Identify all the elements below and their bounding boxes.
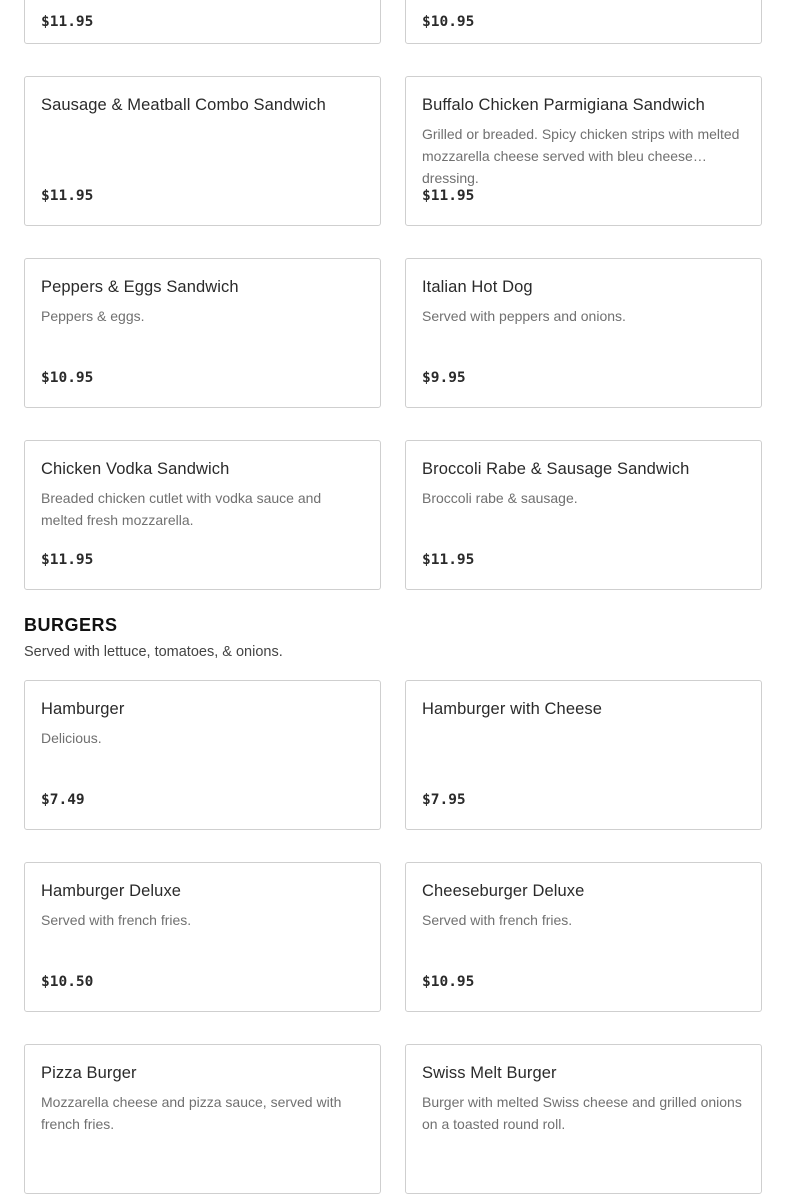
item-name: Cheeseburger Deluxe: [422, 882, 585, 900]
item-name: Sausage & Meatball Combo Sandwich: [41, 96, 326, 114]
menu-item-card[interactable]: [24, 76, 381, 226]
item-name: Pizza Burger: [41, 1064, 137, 1082]
section-title: BURGERS: [24, 615, 118, 635]
item-price: $10.95: [422, 974, 475, 990]
item-description: Served with french fries.: [41, 912, 192, 928]
menu-item-card[interactable]: [24, 258, 381, 408]
item-price: $11.95: [422, 188, 475, 204]
item-description: Served with french fries.: [422, 912, 573, 928]
menu-item-card[interactable]: [24, 862, 381, 1012]
item-price: $9.95: [422, 370, 466, 386]
item-description: Mozzarella cheese and pizza sauce, served with french fries.: [41, 1094, 342, 1132]
item-price: $11.95: [422, 552, 475, 568]
menu-item-card[interactable]: [24, 440, 381, 590]
item-description: Peppers & eggs.: [41, 308, 145, 324]
item-name: Chicken Vodka Sandwich: [41, 460, 230, 478]
menu-item-card[interactable]: [405, 680, 762, 830]
menu-item-card[interactable]: [405, 1044, 762, 1194]
item-price: $10.50: [41, 974, 94, 990]
item-description: Delicious.: [41, 730, 102, 746]
item-price: $10.95: [41, 370, 94, 386]
item-name: Hamburger: [41, 700, 125, 718]
item-description: Served with peppers and onions.: [422, 308, 626, 324]
item-price: $7.49: [41, 792, 85, 808]
item-description: Burger with melted Swiss cheese and grilled onions on a toasted round roll.: [422, 1094, 742, 1132]
item-name: Hamburger Deluxe: [41, 882, 182, 900]
item-description: Grilled or breaded. Spicy chicken strips with melted mozzarella cheese served with bleu cheese dressing.: [422, 126, 740, 186]
menu-item-card[interactable]: [405, 440, 762, 590]
menu-item-card[interactable]: [405, 0, 762, 44]
item-name: Peppers & Eggs Sandwich: [41, 278, 239, 296]
item-name: Swiss Melt Burger: [422, 1064, 557, 1082]
menu-item-card[interactable]: [405, 76, 762, 226]
menu-item-card[interactable]: [24, 0, 381, 44]
item-name: Hamburger with Cheese: [422, 700, 603, 718]
menu-item-card[interactable]: [24, 1044, 381, 1194]
menu-item-card[interactable]: [405, 258, 762, 408]
item-name: Buffalo Chicken Parmigiana Sandwich: [422, 96, 705, 114]
item-price: $11.95: [41, 14, 94, 30]
item-description: Breaded chicken cutlet with vodka sauce and melted fresh mozzarella.: [41, 490, 322, 528]
item-name: Broccoli Rabe & Sausage Sandwich: [422, 460, 690, 478]
item-price: $11.95: [41, 552, 94, 568]
menu-item-card[interactable]: [24, 680, 381, 830]
item-price: $10.95: [422, 14, 475, 30]
item-price: $7.95: [422, 792, 466, 808]
item-price: $11.95: [41, 188, 94, 204]
menu-item-card[interactable]: [405, 862, 762, 1012]
section-description: Served with lettuce, tomatoes, & onions.: [24, 644, 283, 660]
item-description: Broccoli rabe & sausage.: [422, 490, 578, 506]
item-name: Italian Hot Dog: [422, 278, 533, 296]
